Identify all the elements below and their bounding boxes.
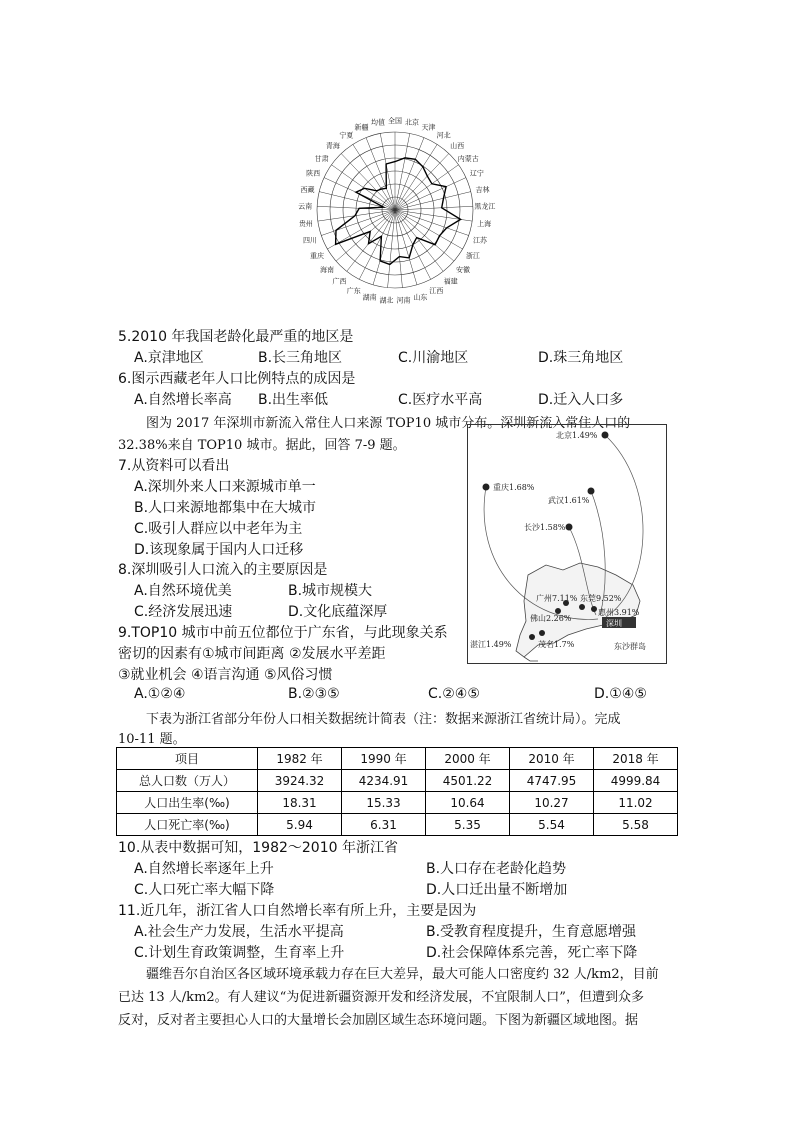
table-intro-line1: 下表为浙江省部分年份人口相关数据统计简表（注：数据来源浙江省统计局）。完成 bbox=[146, 712, 621, 727]
q11-option-b[interactable]: B.受教育程度提升，生育意愿增强 bbox=[426, 924, 637, 940]
table-row bbox=[117, 792, 678, 814]
radar-label: 四川 bbox=[302, 236, 317, 245]
radar-label: 黑龙江 bbox=[474, 202, 496, 211]
table-cell: 3924.32 bbox=[258, 770, 342, 792]
q9-option-b[interactable]: B.②③⑤ bbox=[288, 686, 340, 702]
table-cell: 4747.95 bbox=[510, 770, 594, 792]
radar-chart bbox=[270, 98, 520, 320]
marker-zhanjiang bbox=[529, 634, 535, 640]
label-wuhan: 武汉1.61% bbox=[548, 496, 590, 505]
q5-stem: 5.2010 年我国老龄化最严重的地区是 bbox=[118, 329, 354, 345]
q8-option-a[interactable]: A.自然环境优美 bbox=[134, 583, 232, 599]
table-header-cell: 1982 年 bbox=[258, 748, 342, 770]
table-cell: 10.27 bbox=[510, 792, 594, 814]
radar-label: 宁夏 bbox=[339, 131, 354, 140]
radar-label: 广西 bbox=[332, 277, 347, 286]
q8-stem: 8.深圳吸引人口流入的主要原因是 bbox=[118, 562, 328, 578]
marker-maoming bbox=[539, 630, 545, 636]
radar-label: 江西 bbox=[429, 286, 444, 295]
radar-label: 新疆 bbox=[354, 123, 369, 132]
q6-stem: 6.图示西藏老年人口比例特点的成因是 bbox=[118, 371, 356, 387]
radar-label: 重庆 bbox=[310, 252, 325, 260]
hainan-coast bbox=[524, 657, 538, 661]
label-maoming: 茂名1.7% bbox=[538, 640, 575, 649]
radar-label: 湖南 bbox=[362, 293, 377, 302]
radar-label: 西藏 bbox=[300, 185, 315, 194]
table-header-cell: 项目 bbox=[117, 748, 258, 770]
table-intro-line2: 10-11 题。 bbox=[118, 732, 186, 747]
label-chongqing: 重庆1.68% bbox=[493, 483, 535, 492]
marker-wuhan bbox=[588, 488, 595, 495]
q8-option-b[interactable]: B.城市规模大 bbox=[288, 583, 373, 599]
q9-option-c[interactable]: C.②④⑤ bbox=[428, 686, 480, 702]
radar-spoke bbox=[373, 210, 395, 285]
table-header-cell: 2000 年 bbox=[426, 748, 510, 770]
q8-option-c[interactable]: C.经济发展迅速 bbox=[134, 604, 233, 620]
radar-label: 河北 bbox=[436, 131, 451, 140]
table-cell: 5.54 bbox=[510, 814, 594, 836]
q11-option-c[interactable]: C.计划生育政策调整，生育率上升 bbox=[134, 945, 345, 961]
radar-spoke bbox=[395, 210, 417, 285]
table-cell: 人口死亡率(‰) bbox=[117, 814, 258, 836]
radar-label: 甘肃 bbox=[314, 154, 329, 163]
marker-dongguan bbox=[579, 604, 585, 610]
table-header-row bbox=[117, 748, 678, 770]
radar-spoke bbox=[395, 138, 424, 210]
label-foshan: 佛山2.26% bbox=[530, 614, 572, 623]
q7-option-c[interactable]: C.吸引人群应以中老年为主 bbox=[134, 521, 303, 537]
radar-label: 天津 bbox=[421, 123, 436, 132]
table-cell: 18.31 bbox=[258, 792, 342, 814]
marker-beijing bbox=[602, 432, 609, 439]
table-row bbox=[117, 814, 678, 836]
q5-option-d[interactable]: D.珠三角地区 bbox=[538, 350, 624, 366]
q11-stem: 11.近几年，浙江省人口自然增长率有所上升，主要是因为 bbox=[118, 903, 477, 919]
radar-label: 云南 bbox=[298, 202, 313, 211]
q7-option-b[interactable]: B.人口来源地都集中在大城市 bbox=[134, 500, 317, 516]
label-changsha: 长沙1.58% bbox=[524, 523, 566, 532]
table-header-cell: 2010 年 bbox=[510, 748, 594, 770]
radar-label: 山西 bbox=[450, 141, 465, 150]
label-shenzhen: 深圳 bbox=[606, 619, 622, 628]
radar-label: 北京 bbox=[405, 118, 420, 127]
table-cell: 4999.84 bbox=[594, 770, 678, 792]
shenzhen-migration-map bbox=[467, 424, 667, 664]
table-cell: 4234.91 bbox=[342, 770, 426, 792]
q11-option-a[interactable]: A.社会生产力发展，生活水平提高 bbox=[134, 924, 344, 940]
radar-label: 江苏 bbox=[473, 236, 488, 245]
q6-option-a[interactable]: A.自然增长率高 bbox=[134, 392, 232, 408]
table-cell: 5.94 bbox=[258, 814, 342, 836]
shenzhen-intro-line2: 32.38%来自 TOP10 城市。据此，回答 7-9 题。 bbox=[118, 438, 406, 453]
label-zhanjiang: 湛江1.49% bbox=[470, 640, 512, 649]
table-cell: 6.31 bbox=[342, 814, 426, 836]
table-cell: 5.35 bbox=[426, 814, 510, 836]
q7-stem: 7.从资料可以看出 bbox=[118, 458, 230, 474]
q9-stem-line2: 密切的因素有①城市间距离 ②发展水平差距 bbox=[118, 646, 386, 662]
table-row bbox=[117, 770, 678, 792]
radar-label: 贵州 bbox=[298, 219, 313, 228]
radar-label: 河南 bbox=[396, 296, 411, 305]
label-islands: 东沙群岛 bbox=[614, 642, 646, 651]
radar-spoke bbox=[366, 138, 395, 210]
radar-label: 湖北 bbox=[379, 296, 394, 305]
table-header-cell: 2018 年 bbox=[594, 748, 678, 770]
label-dongguan: 东莞9.52% bbox=[580, 594, 622, 603]
q6-option-d[interactable]: D.迁入人口多 bbox=[538, 392, 624, 408]
table-cell: 总人口数（万人） bbox=[117, 770, 258, 792]
radar-label: 广东 bbox=[346, 286, 361, 295]
table-cell: 人口出生率(‰) bbox=[117, 792, 258, 814]
q7-option-a[interactable]: A.深圳外来人口来源城市单一 bbox=[134, 479, 316, 495]
q5-option-c[interactable]: C.川渝地区 bbox=[398, 350, 469, 366]
q7-option-d[interactable]: D.该现象属于国内人口迁移 bbox=[134, 542, 304, 558]
q10-option-a[interactable]: A.自然增长率逐年上升 bbox=[134, 861, 274, 877]
table-cell: 11.02 bbox=[594, 792, 678, 814]
table-cell: 4501.22 bbox=[426, 770, 510, 792]
radar-spoke bbox=[395, 210, 454, 261]
table-cell: 15.33 bbox=[342, 792, 426, 814]
marker-huizhou bbox=[591, 606, 597, 612]
radar-label: 浙江 bbox=[465, 252, 480, 260]
radar-label: 山东 bbox=[413, 293, 428, 302]
table-cell: 5.58 bbox=[594, 814, 678, 836]
radar-label: 安徽 bbox=[456, 265, 471, 274]
radar-label: 上海 bbox=[477, 219, 492, 228]
label-huizhou: 惠州3.91% bbox=[598, 608, 640, 617]
radar-label: 全国 bbox=[388, 117, 402, 125]
radar-spoke bbox=[395, 165, 459, 210]
xinjiang-intro-line3: 反对，反对者主要担心人口的大量增长会加剧区域生态环境问题。下图为新疆区域地图。据 bbox=[118, 1013, 639, 1028]
xinjiang-intro-line2: 已达 13 人/km2。有人建议“为促进新疆资源开发和经济发展，不宜限制人口”，但遭到众多 bbox=[118, 990, 644, 1005]
radar-label: 吉林 bbox=[475, 185, 490, 194]
table-header-cell: 1990 年 bbox=[342, 748, 426, 770]
marker-changsha bbox=[566, 524, 573, 531]
xinjiang-intro-line1: 疆维吾尔自治区各区域环境承载力存在巨大差异，最大可能人口密度约 32 人/km2，目前 bbox=[146, 967, 659, 982]
q5-option-b[interactable]: B.长三角地区 bbox=[258, 350, 343, 366]
radar-label: 内蒙古 bbox=[457, 154, 479, 163]
radar-label: 辽宁 bbox=[469, 169, 484, 178]
label-guangzhou: 广州7.11% bbox=[536, 594, 578, 603]
q5-option-a[interactable]: A.京津地区 bbox=[134, 350, 204, 366]
radar-spoke bbox=[395, 154, 449, 210]
q10-option-c[interactable]: C.人口死亡率大幅下降 bbox=[134, 882, 275, 898]
label-beijing: 北京1.49% bbox=[556, 431, 598, 440]
radar-label: 陕西 bbox=[306, 169, 321, 178]
q9-stem-line3: ③就业机会 ④语言沟通 ⑤风俗习惯 bbox=[118, 667, 333, 683]
zhejiang-population-table bbox=[116, 747, 678, 836]
marker-chongqing bbox=[483, 484, 490, 491]
q9-stem-line1: 9.TOP10 城市中前五位都位于广东省，与此现象关系 bbox=[118, 625, 448, 641]
radar-label: 福建 bbox=[443, 277, 458, 286]
q6-option-b[interactable]: B.出生率低 bbox=[258, 392, 329, 408]
q9-option-a[interactable]: A.①②④ bbox=[134, 686, 186, 702]
q6-option-c[interactable]: C.医疗水平高 bbox=[398, 392, 483, 408]
table-cell: 10.64 bbox=[426, 792, 510, 814]
q10-option-b[interactable]: B.人口存在老龄化趋势 bbox=[426, 861, 567, 877]
radar-spoke bbox=[336, 210, 395, 261]
radar-label: 均值 bbox=[370, 118, 385, 127]
shenzhen-intro-line1: 图为 2017 年深圳市新流入常住人口来源 TOP10 城市分布。深圳新流入常住人口的 bbox=[146, 416, 631, 431]
map-graphic bbox=[468, 425, 666, 663]
radar-label: 青海 bbox=[325, 141, 340, 150]
q11-option-d[interactable]: D.社会保障体系完善，死亡率下降 bbox=[426, 945, 638, 961]
q8-option-d[interactable]: D.文化底蕴深厚 bbox=[288, 604, 388, 620]
q10-option-d[interactable]: D.人口迁出量不断增加 bbox=[426, 882, 568, 898]
radar-label: 海南 bbox=[319, 265, 334, 274]
q9-option-d[interactable]: D.①④⑤ bbox=[594, 686, 647, 702]
q10-stem: 10.从表中数据可知，1982～2010 年浙江省 bbox=[118, 840, 398, 856]
